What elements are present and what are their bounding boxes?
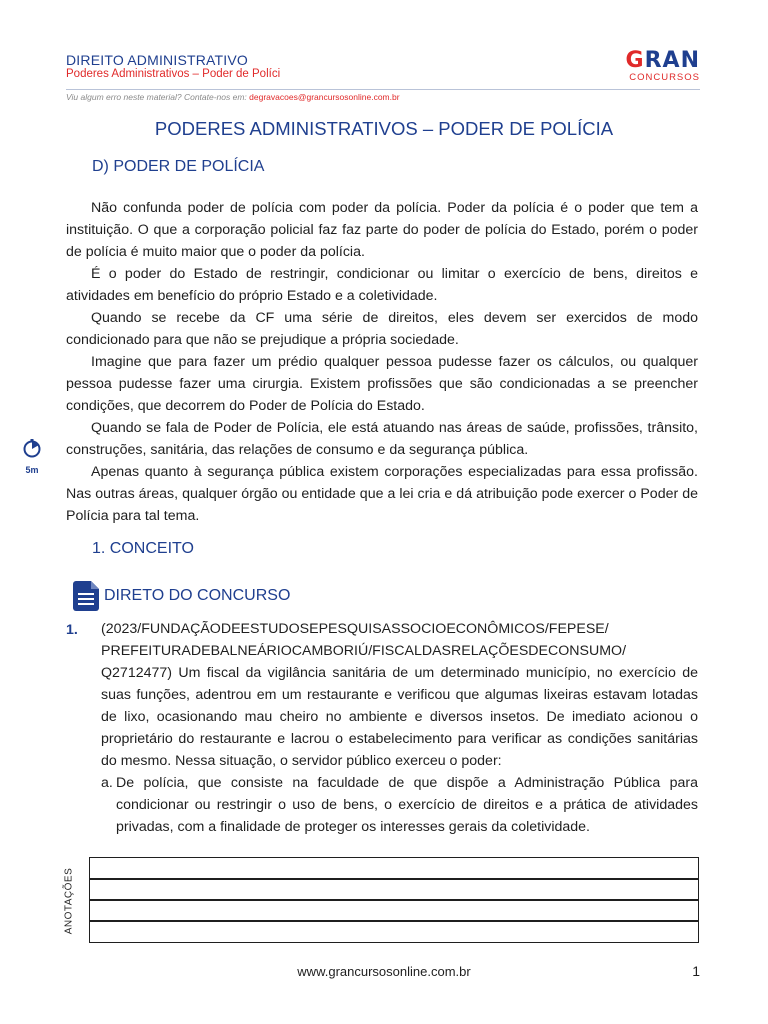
timer-label: 5m (25, 465, 39, 475)
footer-url-link[interactable]: www.grancursosonline.com.br (297, 964, 471, 979)
stopwatch-icon (22, 438, 42, 458)
page-number: 1 (692, 963, 700, 979)
annotations-label-text: ANOTAÇÕES (63, 867, 75, 935)
paragraph: É o poder do Estado de restringir, condicionar ou limitar o exercício de bens, direitos e atividades em benefício do próprio Estado e a coletividade. (66, 266, 698, 304)
annotations-label (54, 860, 84, 942)
section-heading-poder-de-policia: D) PODER DE POLÍCIA (92, 158, 265, 175)
paragraph: Apenas quanto à segurança pública existem corporações especializadas para essa profissão. Nas outras áreas, qualquer órgão ou entidade que a lei cria e dá atribuição pode exercer o Poder de Polícia para tal tema. (66, 464, 698, 524)
contact-email-link[interactable]: degravacoes@grancursosonline.com.br (249, 92, 400, 102)
contact-prefix: Viu algum erro neste material? Contate-nos em: (66, 92, 250, 102)
body-text (66, 197, 698, 527)
question-text (101, 618, 698, 772)
paragraph: Quando se recebe da CF uma série de direitos, eles devem ser exercidos de modo condicionado para que não se prejudique a própria sociedade. (66, 310, 698, 348)
header-subtitle: Poderes Administrativos – Poder de Políci (66, 68, 281, 80)
question-body: (2023/FUNDAÇÃODEESTUDOSEPESQUISASSOCIOECONÔMICOS/FEPESE/ PREFEITURADEBALNEÁRIOCAMBORIÚ/FISCALDASRELAÇÕESDECONSUMO/ Q2712477) Um fiscal da vigilância sanitária de um determinado município, no exercício de suas funções, adentrou em um restaurante e verificou que algumas lixeiras estavam lotadas de lixo, ocasionando mau cheiro no ambiente e diversos insetos. De imediato acionou o proprietário do restaurante e lacrou o estabelecimento para verificar as condições sanitárias do mesmo. Nessa situação, o servidor público exerceu o poder: (101, 621, 698, 769)
logo-sub-text: CONCURSOS (629, 72, 700, 83)
paragraph: Não confunda poder de polícia com poder da polícia. Poder da polícia é o poder que tem a instituição. O que a corporação policial faz faz parte do poder de polícia do Estado, porém o poder de polícia é muito maior que o poder da polícia. (66, 200, 698, 260)
header-divider (66, 89, 700, 90)
option-letter: a. (101, 775, 113, 791)
question-option-a (101, 772, 698, 838)
logo-accent-letter: G (625, 48, 645, 73)
page-title: PODERES ADMINISTRATIVOS – PODER DE POLÍCIA (154, 118, 614, 139)
direto-do-concurso-heading: DIRETO DO CONCURSO (104, 587, 291, 604)
logo-main-text (626, 50, 700, 72)
paragraph: Imagine que para fazer um prédio qualquer pessoa pudesse fazer os cálculos, ou qualquer pessoa pudesse fazer uma cirurgia. Existem profissões que são condicionadas a se preencher condições, que decorrem do Poder de Polícia do Estado. (66, 354, 698, 414)
annotation-line (90, 899, 698, 901)
annotation-line (90, 878, 698, 880)
option-text: De polícia, que consiste na faculdade de que dispõe a Administração Pública para condicionar ou restringir o uso de bens, o exercício de direitos e a prática de atividades privadas, com a finalidade de proteger os interesses gerais da coletividade. (116, 775, 698, 835)
logo-word (626, 48, 700, 73)
timer-marker (22, 438, 42, 478)
paragraph: Quando se fala de Poder de Polícia, ele está atuando nas áreas de saúde, profissões, trânsito, construções, sanitária, das relações de consumo e da segurança pública. (66, 420, 698, 458)
question-number: 1. (66, 622, 78, 638)
annotations-box[interactable] (89, 857, 699, 943)
document-icon (73, 581, 99, 616)
logo-rest-letters: RAN (644, 48, 700, 73)
gran-logo (626, 50, 700, 84)
header-title: DIREITO ADMINISTRATIVO (66, 52, 249, 68)
section-heading-conceito: 1. CONCEITO (92, 540, 194, 557)
annotation-line (90, 920, 698, 922)
contact-note (66, 92, 400, 102)
